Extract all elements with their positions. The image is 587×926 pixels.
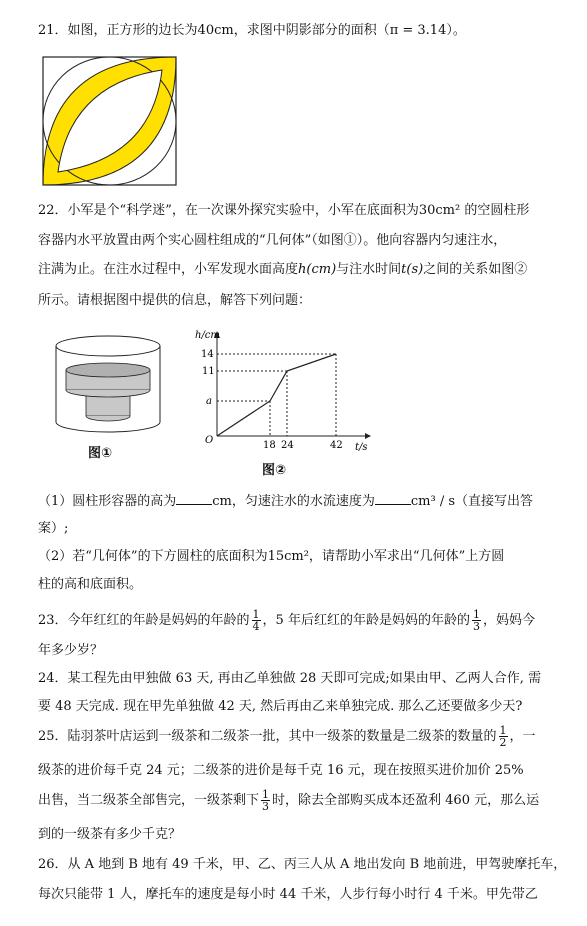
graph-line (217, 354, 336, 436)
origin-label: O (205, 435, 214, 446)
fraction-1-3: $\frac{1}{3}$ (472, 608, 480, 633)
q25-line4: 到的一级茶有多少千克？ (38, 827, 182, 842)
fig1-caption: 图① (88, 446, 113, 461)
fraction-1-4: $\frac{1}{4}$ (252, 608, 260, 633)
q22-figure1 (50, 330, 170, 440)
fraction-1-2: $\frac{1}{2}$ (499, 724, 507, 749)
q23-line1: 23．今年红红的年龄是妈妈的年龄的 $\frac{1}{4}$ ，5 年后红红的年龄是妈妈的年龄的 $\frac{1}{3}$ ，妈妈今 (38, 608, 535, 633)
q25-line3: 出售，当二级茶全部售完，一级茶剩下 $\frac{1}{3}$ 时，除去全部购买成本还盈利 460 元，那么运 (38, 788, 540, 813)
q22-line1: 22．小军是个“科学迷”，在一次课外探究实验中，小军在底面积为30cm² 的空圆柱形 (38, 203, 530, 218)
q22-sub1: （1）圆柱形容器的高为 cm，匀速注水的水流速度为 cm³ / s（直接写出答 (38, 494, 534, 509)
q22-sub1-cont: 案）; (38, 521, 69, 536)
q22-sub2-line1: （2）若“几何体”的下方圆柱的底面积为15cm²，请帮助小军求出“几何体”上方圆 (38, 549, 505, 564)
y-axis-label: h/cm (195, 330, 220, 341)
y-tick-14: 14 (201, 349, 214, 360)
answer-blank-2[interactable] (375, 492, 411, 505)
q22-line2: 容器内水平放置由两个实心圆柱组成的“几何体”（如图①）。他向容器内匀速注水， (38, 233, 507, 248)
x-tick-18: 18 (263, 440, 276, 451)
q25-line2: 级茶的进价每千克 24 元；二级茶的进价是每千克 16 元，现在按照买进价加价 25% (38, 763, 524, 778)
x-tick-42: 42 (330, 440, 343, 451)
q21-text: 21．如图，正方形的边长为40cm，求图中阴影部分的面积（π = 3.14）。 (38, 23, 466, 38)
q25-line1: 25．陆羽茶叶店运到一级茶和二级茶一批，其中一级茶的数量是二级茶的数量的 $\frac{1}{2}$ ，一 (38, 724, 536, 749)
answer-blank-1[interactable] (176, 492, 212, 505)
q23-line2: 年多少岁？ (38, 643, 104, 658)
q22-line4: 所示。请根据图中提供的信息，解答下列问题： (38, 293, 312, 308)
x-tick-24: 24 (281, 440, 294, 451)
fig2-caption: 图② (262, 463, 287, 478)
q24-line2: 要 48 天完成. 现在甲先单独做 42 天, 然后再由乙来单独完成. 那么乙还要做多少天? (38, 699, 523, 714)
q26-line2: 每次只能带 1 人，摩托车的速度是每小时 44 千米，人步行每小时行 4 千米。甲先带乙 (38, 887, 538, 902)
y-tick-a: a (206, 396, 212, 407)
fraction-1-3b: $\frac{1}{3}$ (262, 788, 270, 813)
q26-line1: 26．从 A 地到 B 地有 49 千米，甲、乙、丙三人从 A 地出发向 B 地前进，甲驾驶摩托车， (38, 857, 567, 872)
q24-line1: 24．某工程先由甲独做 63 天, 再由乙单独做 28 天即可完成;如果由甲、乙两人合作, 需 (38, 671, 542, 686)
q22-line3: 注满为止。在注水过程中，小军发现水面高度h(cm)与注水时间t(s)之间的关系如图② (38, 262, 528, 277)
q22-figure2-graph (195, 326, 375, 461)
y-tick-11: 11 (202, 366, 215, 377)
q22-sub2-line2: 柱的高和底面积。 (38, 577, 143, 592)
q21-figure (40, 54, 180, 188)
x-axis-label: t/s (355, 442, 368, 453)
